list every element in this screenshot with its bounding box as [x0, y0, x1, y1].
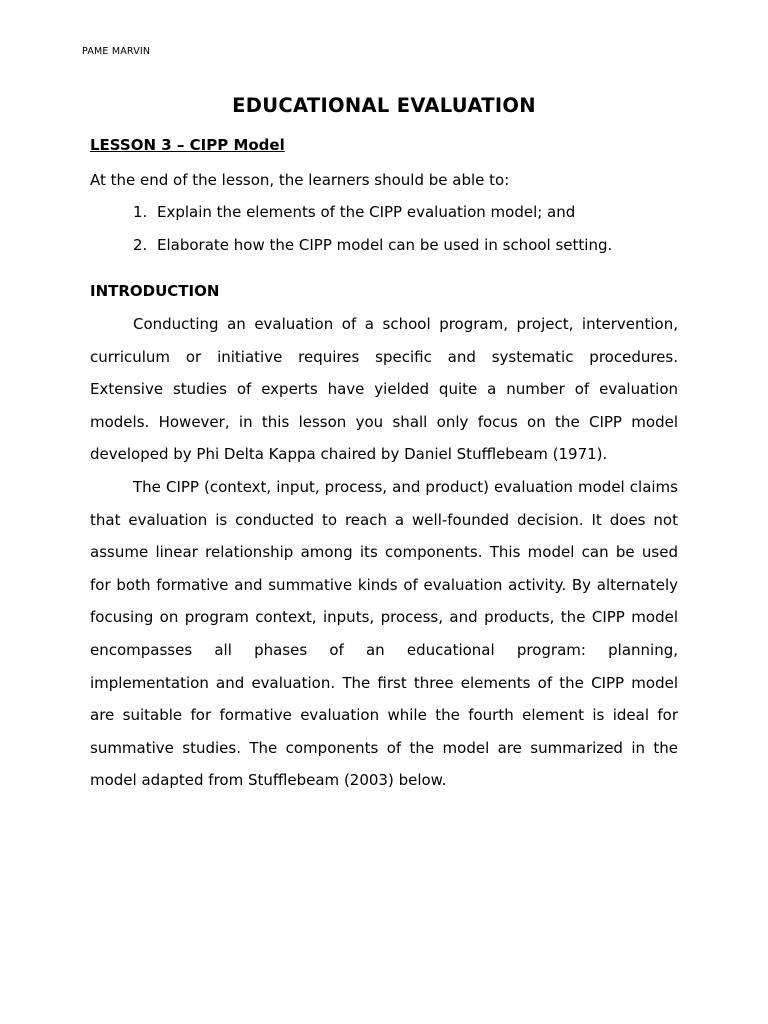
- document-title: EDUCATIONAL EVALUATION: [232, 94, 536, 117]
- lesson-heading: LESSON 3 – CIPP Model: [90, 136, 285, 154]
- objective-number: 1.: [133, 203, 148, 221]
- introduction-heading: INTRODUCTION: [90, 282, 220, 300]
- header-author-name: PAME MARVIN: [82, 46, 151, 57]
- body-paragraph: Conducting an evaluation of a school program, project, intervention, curriculum or initiative requires specific and systematic procedures. Extensive studies of experts have yielded quite a number of evaluation models. However, in this lesson you shall only focus on the CIPP model developed by Phi Delta Kappa chaired by Daniel Stufflebeam (1971).: [90, 315, 678, 464]
- objectives-intro: At the end of the lesson, the learners should be able to:: [90, 171, 510, 189]
- objective-text: Explain the elements of the CIPP evaluation model; and: [157, 203, 576, 221]
- body-paragraph: The CIPP (context, input, process, and product) evaluation model claims that evaluation is conducted to reach a well-founded decision. It does not assume linear relationship among its components. This model can be used for both formative and summative kinds of evaluation activity. By alternately focusing on program context, inputs, process, and products, the CIPP model encompasses all phases of an educational program: planning, implementation and evaluation. The first three elements of the CIPP model are suitable for formative evaluation while the fourth element is ideal for summative studies. The components of the model are summarized in the model adapted from Stufflebeam (2003) below.: [90, 478, 678, 790]
- objective-number: 2.: [133, 236, 148, 254]
- objective-text: Elaborate how the CIPP model can be used in school setting.: [157, 236, 613, 254]
- objective-item: [133, 236, 612, 254]
- objective-item: [133, 203, 575, 221]
